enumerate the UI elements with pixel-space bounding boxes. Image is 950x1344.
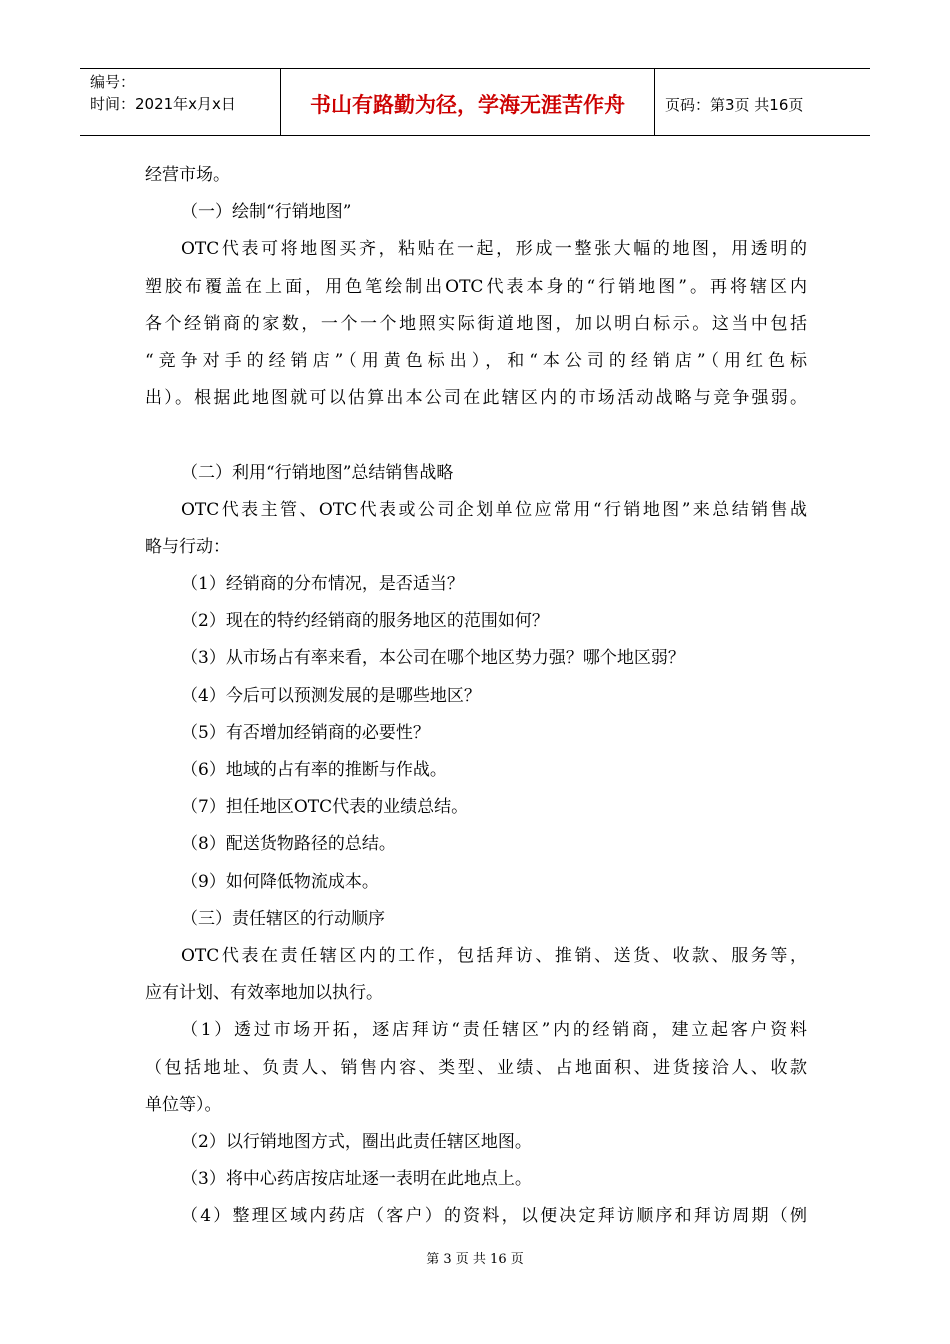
paragraph-line: 略与行动： [145,536,230,557]
section-heading: （三）责任辖区的行动顺序 [181,908,385,929]
list-item: （3）将中心药店按店址逐一表明在此地点上。 [181,1169,532,1190]
section-heading: （二）利用“行销地图”总结销售战略 [181,462,454,483]
paragraph-line: 各个经销商的家数，一个一个地照实际街道地图，加以明白标示。这当中包括 [145,313,807,334]
list-item: （1）透过市场开拓，逐店拜访“责任辖区”内的经销商，建立起客户资料 [181,1020,807,1041]
paragraph-line: 应有计划、有效率地加以执行。 [145,983,383,1004]
list-item: （4）整理区域内药店（客户）的资料，以便决定拜访顺序和拜访周期（例 [181,1206,807,1227]
list-item: （4）今后可以预测发展的是哪些地区？ [181,685,481,706]
header-motto: 书山有路勤为径，学海无涯苦作舟 [281,69,655,135]
list-item: （5）有否增加经销商的必要性？ [181,722,430,743]
paragraph-line: 单位等）。 [145,1094,222,1115]
date-label: 时间：2021年x月x日 [90,95,236,113]
header-meta [80,69,281,135]
list-item: （1）经销商的分布情况，是否适当？ [181,574,464,595]
section-heading: （一）绘制“行销地图” [181,202,352,223]
header-page-info: 页码：第3页 共16页 [665,95,804,114]
serial-number-label: 编号： [90,73,136,91]
list-item: （9）如何降低物流成本。 [181,871,379,892]
blank-line [145,417,807,454]
page-header [80,68,870,136]
paragraph-line: 塑胶布覆盖在上面，用色笔绘制出OTC代表本身的“行销地图”。再将辖区内 [145,276,807,297]
list-item: （2）以行销地图方式，圈出此责任辖区地图。 [181,1131,532,1152]
page-footer: 第 3 页 共 16 页 [426,1252,524,1267]
paragraph-line: OTC代表可将地图买齐，粘贴在一起，形成一整张大幅的地图，用透明的 [181,239,807,260]
document-body [145,157,807,1235]
list-item: （3）从市场占有率来看，本公司在哪个地区势力强？哪个地区弱？ [181,648,685,669]
list-item: （7）担任地区OTC代表的业绩总结。 [181,797,469,818]
list-item: （8）配送货物路径的总结。 [181,834,396,855]
paragraph-line: （包括地址、负责人、销售内容、类型、业绩、占地面积、进货接洽人、收款 [145,1057,807,1078]
text-line: 经营市场。 [145,165,230,185]
list-item: （2）现在的特约经销商的服务地区的范围如何？ [181,611,549,632]
paragraph-line: OTC代表在责任辖区内的工作，包括拜访、推销、送货、收款、服务等， [181,945,807,966]
paragraph-line: “竞争对手的经销店”（用黄色标出），和“本公司的经销店”（用红色标 [145,350,807,371]
paragraph-line: OTC代表主管、OTC代表或公司企划单位应常用“行销地图”来总结销售战 [181,499,807,520]
list-item: （6）地域的占有率的推断与作战。 [181,760,447,780]
paragraph-line: 出）。根据此地图就可以估算出本公司在此辖区内的市场活动战略与竞争强弱。 [145,388,807,409]
